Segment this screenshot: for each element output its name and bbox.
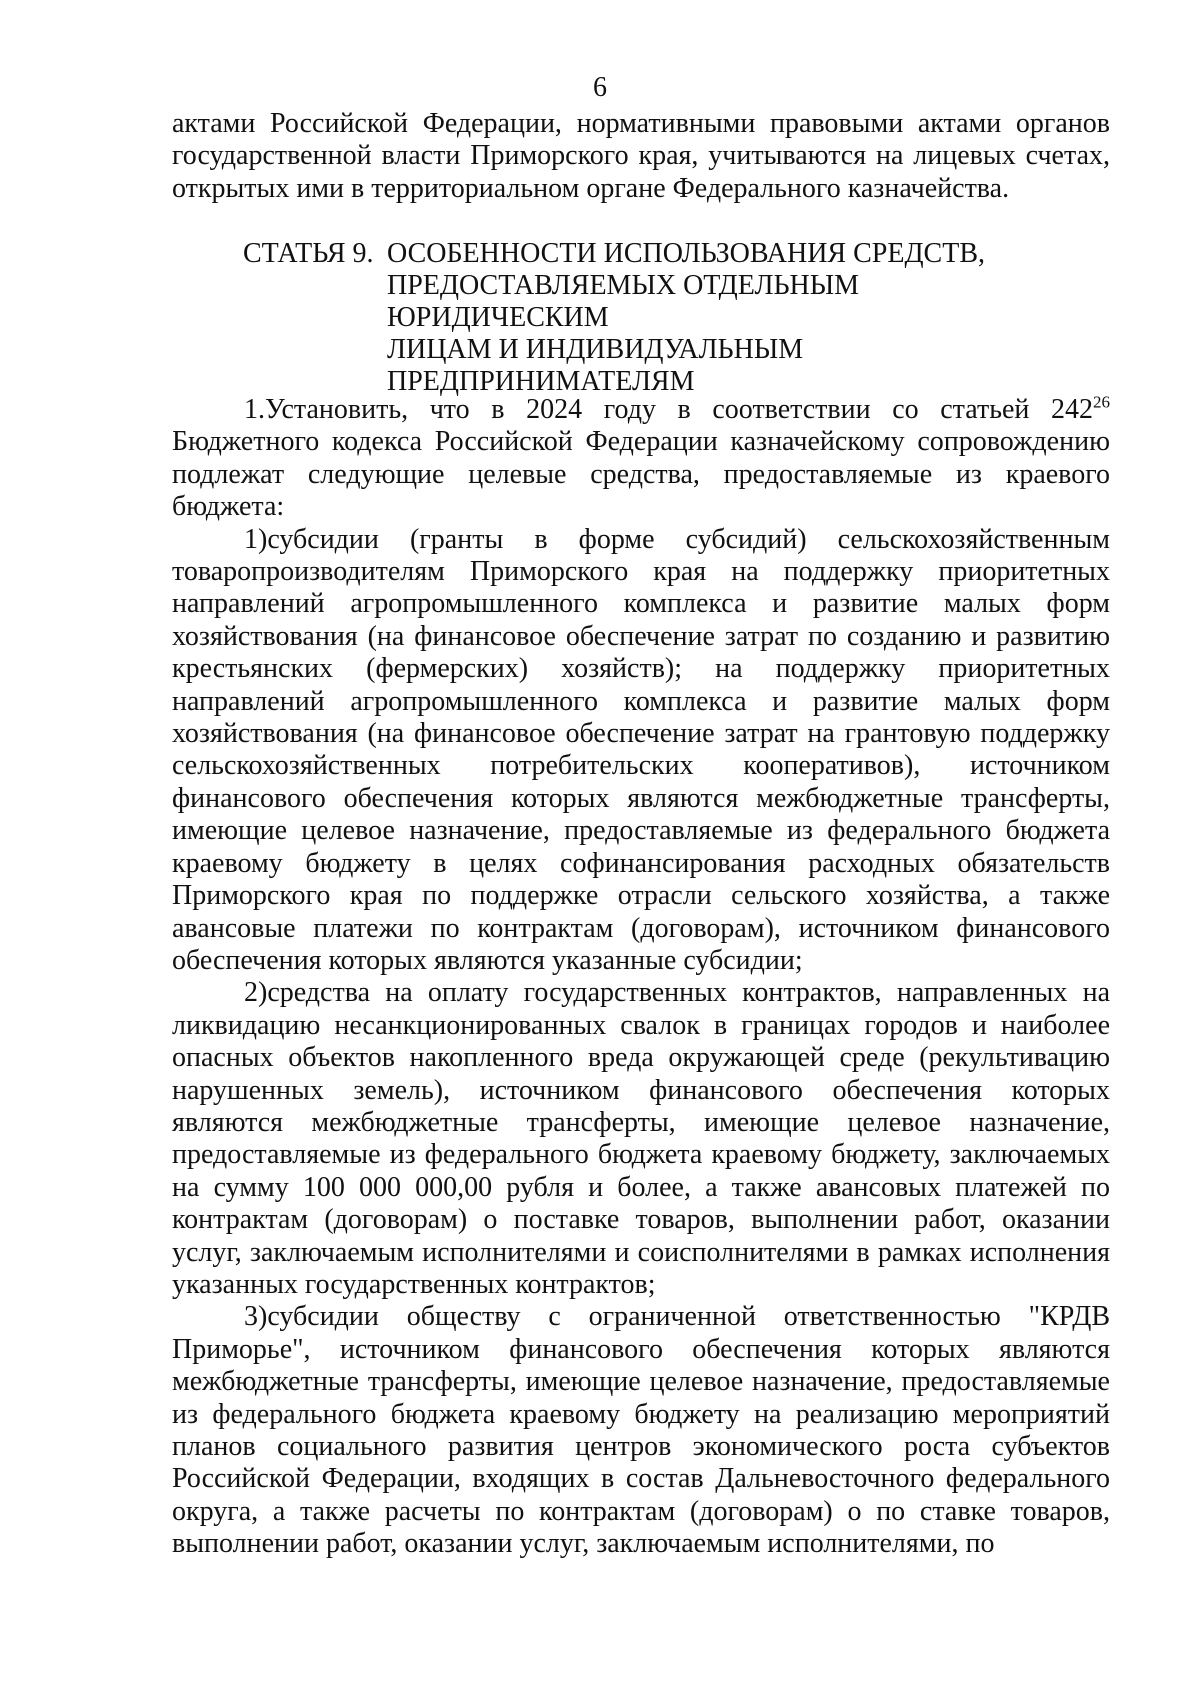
article-title-line: ОСОБЕННОСТИ ИСПОЛЬЗОВАНИЯ СРЕДСТВ,: [387, 238, 985, 269]
article-superscript: 26: [1093, 392, 1110, 412]
article-body: [172, 394, 1110, 1561]
clause-1-text-cont: Бюджетного кодекса Российской Федерации казначейскому сопровождению подлежат следующие целевые средства, предоставляемые из краевого бюджета:: [172, 426, 1110, 523]
article-number: СТАТЬЯ 9.: [243, 238, 374, 269]
article-title-line: ЛИЦАМ И ИНДИВИДУАЛЬНЫМ: [387, 334, 804, 365]
article-title: [387, 238, 1087, 398]
subclause-3: 3)субсидии обществу с ограниченной ответственностью "КРДВ Приморье", источником финансового обеспечения которых являются межбюджетные трансферты, имеющие целевое назначение, предоставляемые из федерального бюджета краевому бюджету на реализацию мероприятий планов социального развития центров экономического роста субъектов Российской Федерации, входящих в состав Дальневосточного федерального округа, а также расчеты по контрактам (договорам) о по ставке товаров, выполнении работ, оказании услуг, заключаемым исполнителями, по: [172, 1301, 1110, 1560]
article-title-line: ПРЕДОСТАВЛЯЕМЫХ ОТДЕЛЬНЫМ ЮРИДИЧЕСКИМ: [387, 270, 860, 333]
subclause-2: 2)средства на оплату государственных контрактов, направленных на ликвидацию несанкционированных свалок в границах городов и наиболее опасных объектов накопленного вреда окружающей среде (рекультивацию нарушенных земель), источником финансового обеспечения которых являются межбюджетные трансферты, имеющие целевое назначение, предоставляемые из федерального бюджета краевому бюджету, заключаемых на сумму 100 000 000,00 рубля и более, а также авансовых платежей по контрактам (договорам) о поставке товаров, выполнении работ, оказании услуг, заключаемым исполнителями и соисполнителями в рамках исполнения указанных государственных контрактов;: [172, 977, 1110, 1300]
clause-1-text: 1.Установить, что в 2024 году в соответствии со статьей 242: [244, 394, 1093, 425]
clause-1: [172, 394, 1110, 524]
intro-paragraph: актами Российской Федерации, нормативными правовыми актами органов государственной власти Приморского края, учитываются на лицевых счетах, открытых ими в территориальном органе Федерального казначейства.: [172, 108, 1110, 204]
article-heading: [243, 238, 1123, 398]
intro-block: [172, 108, 1110, 205]
article-title-line: ПРЕДПРИНИМАТЕЛЯМ: [387, 366, 695, 397]
subclause-1: 1)субсидии (гранты в форме субсидий) сельскохозяйственным товаропроизводителям Приморского края на поддержку приоритетных направлений агропромышленного комплекса и развитие малых форм хозяйствования (на финансовое обеспечение затрат по созданию и развитию крестьянских (фермерских) хозяйств); на поддержку приоритетных направлений агропромышленного комплекса и развитие малых форм хозяйствования (на финансовое обеспечение затрат на грантовую поддержку сельскохозяйственных потребительских кооперативов), источником финансового обеспечения которых являются межбюджетные трансферты, имеющие целевое назначение, предоставляемые из федерального бюджета краевому бюджету в целях софинансирования расходных обязательств Приморского края по поддержке отрасли сельского хозяйства, а также авансовые платежи по контрактам (договорам), источником финансового обеспечения которых являются указанные субсидии;: [172, 523, 1110, 976]
page-number: 6: [593, 72, 607, 103]
